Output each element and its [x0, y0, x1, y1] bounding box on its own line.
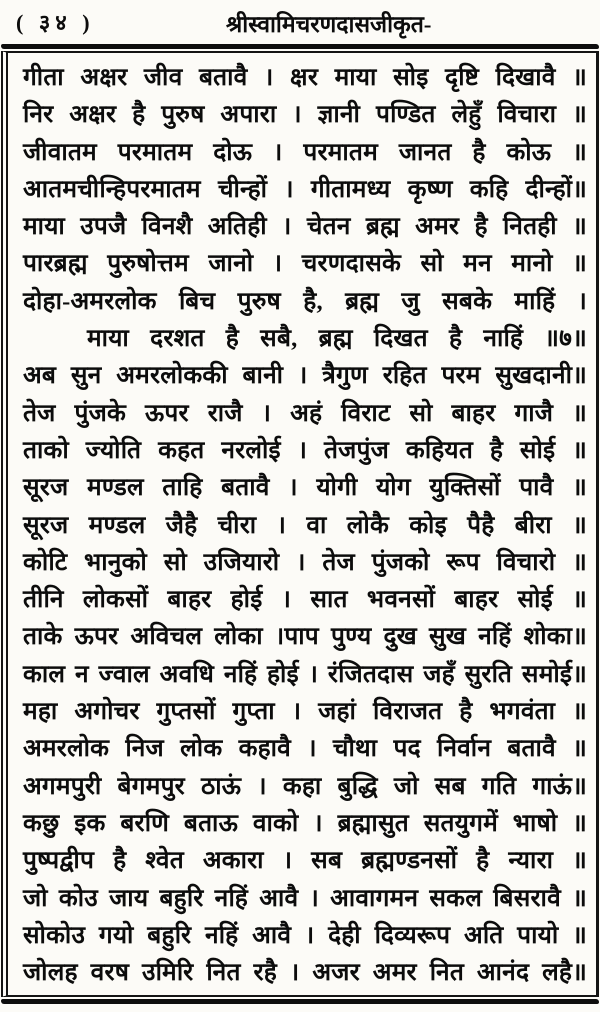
- verse-line-19: अमरलोक निज लोक कहावै । चौथा पद निर्वान बतावै ॥: [23, 735, 587, 763]
- verse-line-6: पारब्रह्म पुरुषोत्तम जानो । चरणदासके सो मन मानो ॥: [23, 250, 587, 278]
- verse-line-13: सूरज मण्डल जैहै चीरा । वा लोकै कोइ पैहै बीरा ॥: [23, 511, 587, 539]
- verse-line-22: पुष्पद्वीप है श्वेत अकारा । सब ब्रह्मण्डनसों है न्यारा ॥: [23, 847, 587, 875]
- verse-line-16: ताके ऊपर अविचल लोका ।पाप पुण्य दुख सुख नहिं शोका॥: [23, 623, 587, 651]
- verse-line-10: तेज पुंजके ऊपर राजै । अहं विराट सो बाहर गाजै ॥: [23, 399, 587, 427]
- verse-line-15: तीनि लोकसों बाहर होई । सात भवनसों बाहर सोई ॥: [23, 586, 587, 614]
- verse-line-21: कछु इक बरणि बताऊ वाको । ब्रह्मासुत सतयुगमें भाषो ॥: [23, 809, 587, 837]
- doha-line-1: दोहा-अमरलोक बिच पुरुष है, ब्रह्म जु सबके माहिं ।: [23, 287, 587, 315]
- verse-line-1: गीता अक्षर जीव बतावै । क्षर माया सोइ दृष्टि दिखावै ॥: [23, 64, 587, 91]
- doha-line-2: माया दरशत है सबै, ब्रह्म दिखत है नाहिं ॥७॥: [87, 325, 587, 353]
- verse-line-24: सोकोउ गयो बहुरि नहिं आवै । देही दिव्यरूप अति पायो ॥: [23, 921, 587, 949]
- top-rule: [1, 44, 599, 49]
- verse-line-12: सूरज मण्डल ताहि बतावै । योगी योग युक्तिसों पावै ॥: [23, 474, 587, 502]
- verse-line-23: जो कोउ जाय बहुरि नहिं आवै । आवागमन सकल बिसरावै ॥: [23, 884, 587, 912]
- book-title: श्रीस्वामिचरणदासजीकृत-: [226, 12, 432, 37]
- verse-line-11: ताको ज्योति कहत नरलोई । तेजपुंज कहियत है सोई ॥: [23, 436, 587, 464]
- verse-line-20: अगमपुरी बेगमपुर ठाऊं । कहा बुद्धि जो सब गति गाऊं॥: [23, 772, 587, 800]
- verse-line-25: जोलह वरष उमिरि नित रहै । अजर अमर नित आनंद लहै॥: [23, 959, 587, 987]
- page-header: [0, 0, 600, 44]
- verse-line-2: निर अक्षर है पुरुष अपारा । ज्ञानी पण्डित लेहुँ विचारा ॥: [23, 101, 587, 129]
- page-number: ( ३४ ): [16, 10, 95, 35]
- bottom-rule: [1, 999, 599, 1004]
- verse-frame: [1, 51, 599, 997]
- verse-line-14: कोटि भानुको सो उजियारो । तेज पुंजको रूप विचारो ॥: [23, 548, 587, 576]
- verse-line-9: अब सुन अमरलोककी बानी । त्रैगुण रहित परम सुखदानी॥: [23, 362, 587, 390]
- verse-line-18: महा अगोचर गुप्तसों गुप्ता । जहां विराजत है भगवंता ॥: [23, 698, 587, 726]
- verse-line-5: माया उपजै विनशै अतिही । चेतन ब्रह्म अमर है नितही ॥: [23, 213, 587, 241]
- verse-line-3: जीवातम परमातम दोऊ । परमातम जानत है कोऊ ॥: [23, 138, 587, 166]
- verse-line-17: काल न ज्वाल अवधि नहिं होई । रंजितदास जहँ सुरति समोई॥: [23, 660, 587, 688]
- verse-line-4: आतमचीन्हिपरमातम चीन्हों । गीतामध्य कृष्ण कहि दीन्हों॥: [23, 175, 587, 203]
